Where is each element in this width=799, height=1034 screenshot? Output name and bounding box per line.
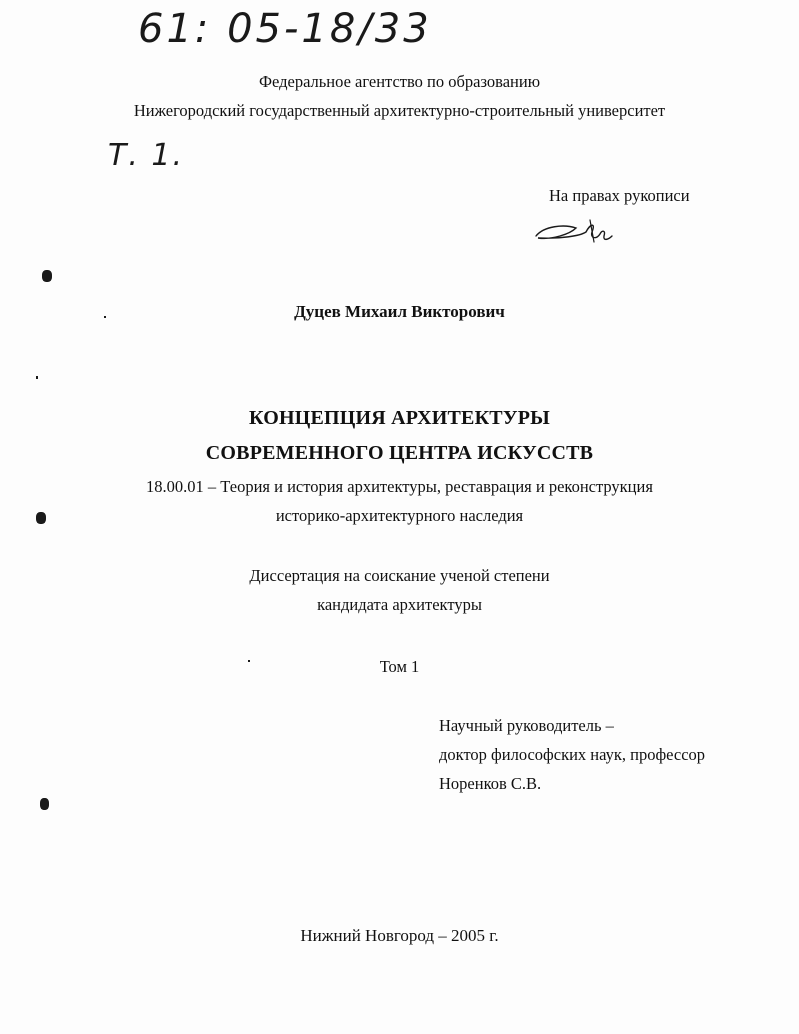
dissertation-title-line2: СОВРЕМЕННОГО ЦЕНТРА ИСКУССТВ xyxy=(205,442,594,464)
specialty-line2: историко-архитектурного наследия xyxy=(275,506,524,525)
author-name: Дуцев Михаил Викторович xyxy=(294,302,505,321)
supervisor-label: Научный руководитель – xyxy=(439,716,614,735)
agency-name: Федеральное агентство по образованию xyxy=(258,72,541,91)
scan-speck xyxy=(36,376,38,379)
handwritten-archive-code: 61: 05-18/33 xyxy=(138,6,432,52)
handwritten-volume-mark: Т. 1. xyxy=(108,138,185,173)
volume-label: Том 1 xyxy=(379,657,420,676)
manuscript-rights: На правах рукописи xyxy=(549,186,690,205)
supervisor-degree: доктор философских наук, профессор xyxy=(439,745,706,764)
degree-line2: кандидата архитектуры xyxy=(317,595,482,614)
supervisor-name: Норенков С.В. xyxy=(439,774,542,793)
degree-line1: Диссертация на соискание ученой степени xyxy=(249,566,550,585)
university-name: Нижегородский государственный архитектурно-строительный университет xyxy=(133,101,666,120)
scan-speck xyxy=(42,270,52,282)
scan-speck xyxy=(40,798,49,810)
specialty-line1: 18.00.01 – Теория и история архитектуры, реставрация и реконструкция xyxy=(146,477,653,496)
dissertation-title-line1: КОНЦЕПЦИЯ АРХИТЕКТУРЫ xyxy=(249,407,550,429)
signature-icon xyxy=(530,212,620,248)
city-year: Нижний Новгород – 2005 г. xyxy=(300,926,499,945)
